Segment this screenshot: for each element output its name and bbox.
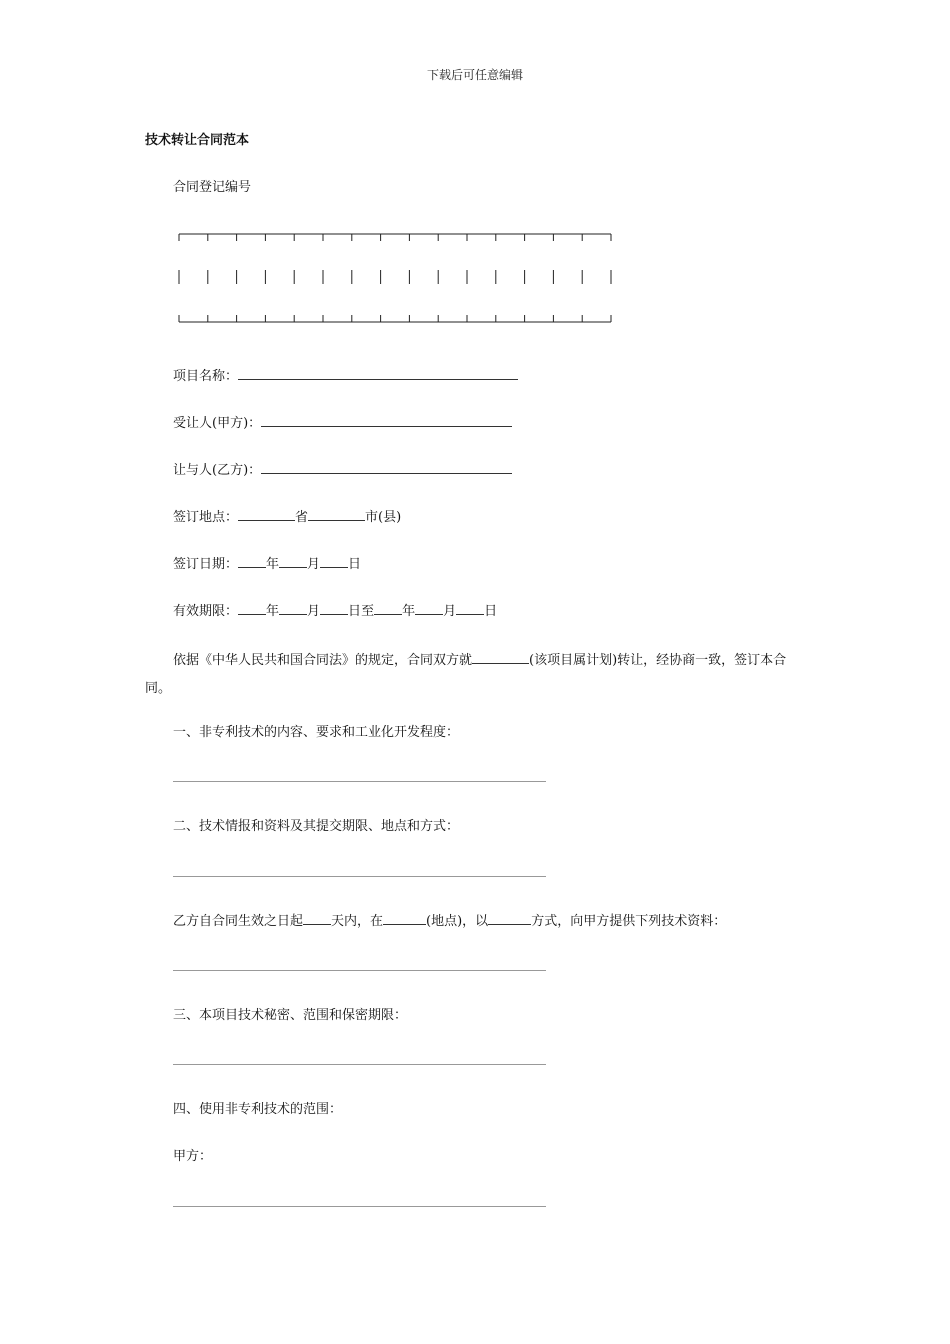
transferor-row	[173, 459, 512, 478]
delivery-text-2: 天内，在	[331, 914, 384, 929]
signing-place-row	[173, 506, 401, 525]
delivery-text-1: 乙方自合同生效之日起	[173, 914, 304, 929]
start-month-text: 月	[307, 604, 321, 619]
transferee-blank[interactable]	[261, 413, 512, 427]
document-title: 技术转让合同范本	[145, 133, 250, 148]
registration-number-boxes[interactable]	[176, 224, 616, 330]
party-a-label: 甲方：	[173, 1149, 213, 1164]
city-blank[interactable]	[308, 507, 365, 521]
start-month-blank[interactable]	[279, 601, 307, 615]
year-text: 年	[266, 557, 280, 572]
signing-date-label: 签订日期：	[173, 557, 239, 572]
end-day-blank[interactable]	[456, 601, 484, 615]
signing-place-label: 签订地点：	[173, 510, 239, 525]
transferor-label: 让与人(乙方)：	[173, 463, 262, 478]
month-text: 月	[307, 557, 321, 572]
end-month-text: 月	[443, 604, 457, 619]
start-day-text: 日	[348, 604, 362, 619]
month-blank[interactable]	[279, 554, 307, 568]
section-1-fill-line[interactable]	[173, 781, 546, 782]
project-name-label: 项目名称：	[173, 369, 239, 384]
section-1-heading: 一、非专利技术的内容、要求和工业化开发程度：	[173, 725, 460, 740]
province-text: 省	[295, 510, 309, 525]
day-blank[interactable]	[320, 554, 348, 568]
section-2-fill-line[interactable]	[173, 876, 546, 877]
delivery-method-blank[interactable]	[488, 911, 531, 925]
project-name-row	[173, 365, 518, 384]
end-day-text: 日	[484, 604, 498, 619]
delivery-fill-line[interactable]	[173, 970, 546, 971]
intro-text-2: (该项目属计划)转让，经协商一致，签订本合同。	[145, 653, 787, 696]
year-blank[interactable]	[238, 554, 266, 568]
day-text: 日	[348, 557, 362, 572]
end-year-blank[interactable]	[374, 601, 402, 615]
party-a-fill-line[interactable]	[173, 1206, 546, 1207]
section-2-heading: 二、技术情报和资料及其提交期限、地点和方式：	[173, 819, 460, 834]
header-note: 下载后可任意编辑	[426, 68, 523, 82]
delivery-text-3: (地点)，以	[426, 914, 489, 929]
to-text: 至	[361, 604, 375, 619]
transferee-label: 受让人(甲方)：	[173, 416, 262, 431]
transferor-blank[interactable]	[261, 460, 512, 474]
section-3-heading: 三、本项目技术秘密、范围和保密期限：	[173, 1008, 408, 1023]
start-day-blank[interactable]	[320, 601, 348, 615]
start-year-blank[interactable]	[238, 601, 266, 615]
transferee-row	[173, 412, 512, 431]
intro-paragraph	[145, 647, 810, 703]
end-year-text: 年	[402, 604, 416, 619]
city-text: 市(县)	[365, 510, 402, 525]
delivery-row	[173, 910, 726, 929]
start-year-text: 年	[266, 604, 280, 619]
section-4-heading: 四、使用非专利技术的范围：	[173, 1102, 343, 1117]
plan-blank[interactable]	[472, 650, 529, 664]
project-name-blank[interactable]	[238, 366, 518, 380]
delivery-text-4: 方式，向甲方提供下列技术资料：	[531, 914, 727, 929]
validity-label: 有效期限：	[173, 604, 239, 619]
intro-text-1: 依据《中华人民共和国合同法》的规定，合同双方就	[173, 653, 473, 668]
province-blank[interactable]	[238, 507, 295, 521]
delivery-place-blank[interactable]	[383, 911, 426, 925]
section-3-fill-line[interactable]	[173, 1064, 546, 1065]
validity-row	[173, 600, 497, 619]
end-month-blank[interactable]	[415, 601, 443, 615]
registration-label: 合同登记编号	[173, 180, 252, 195]
delivery-days-blank[interactable]	[303, 911, 331, 925]
signing-date-row	[173, 553, 361, 572]
